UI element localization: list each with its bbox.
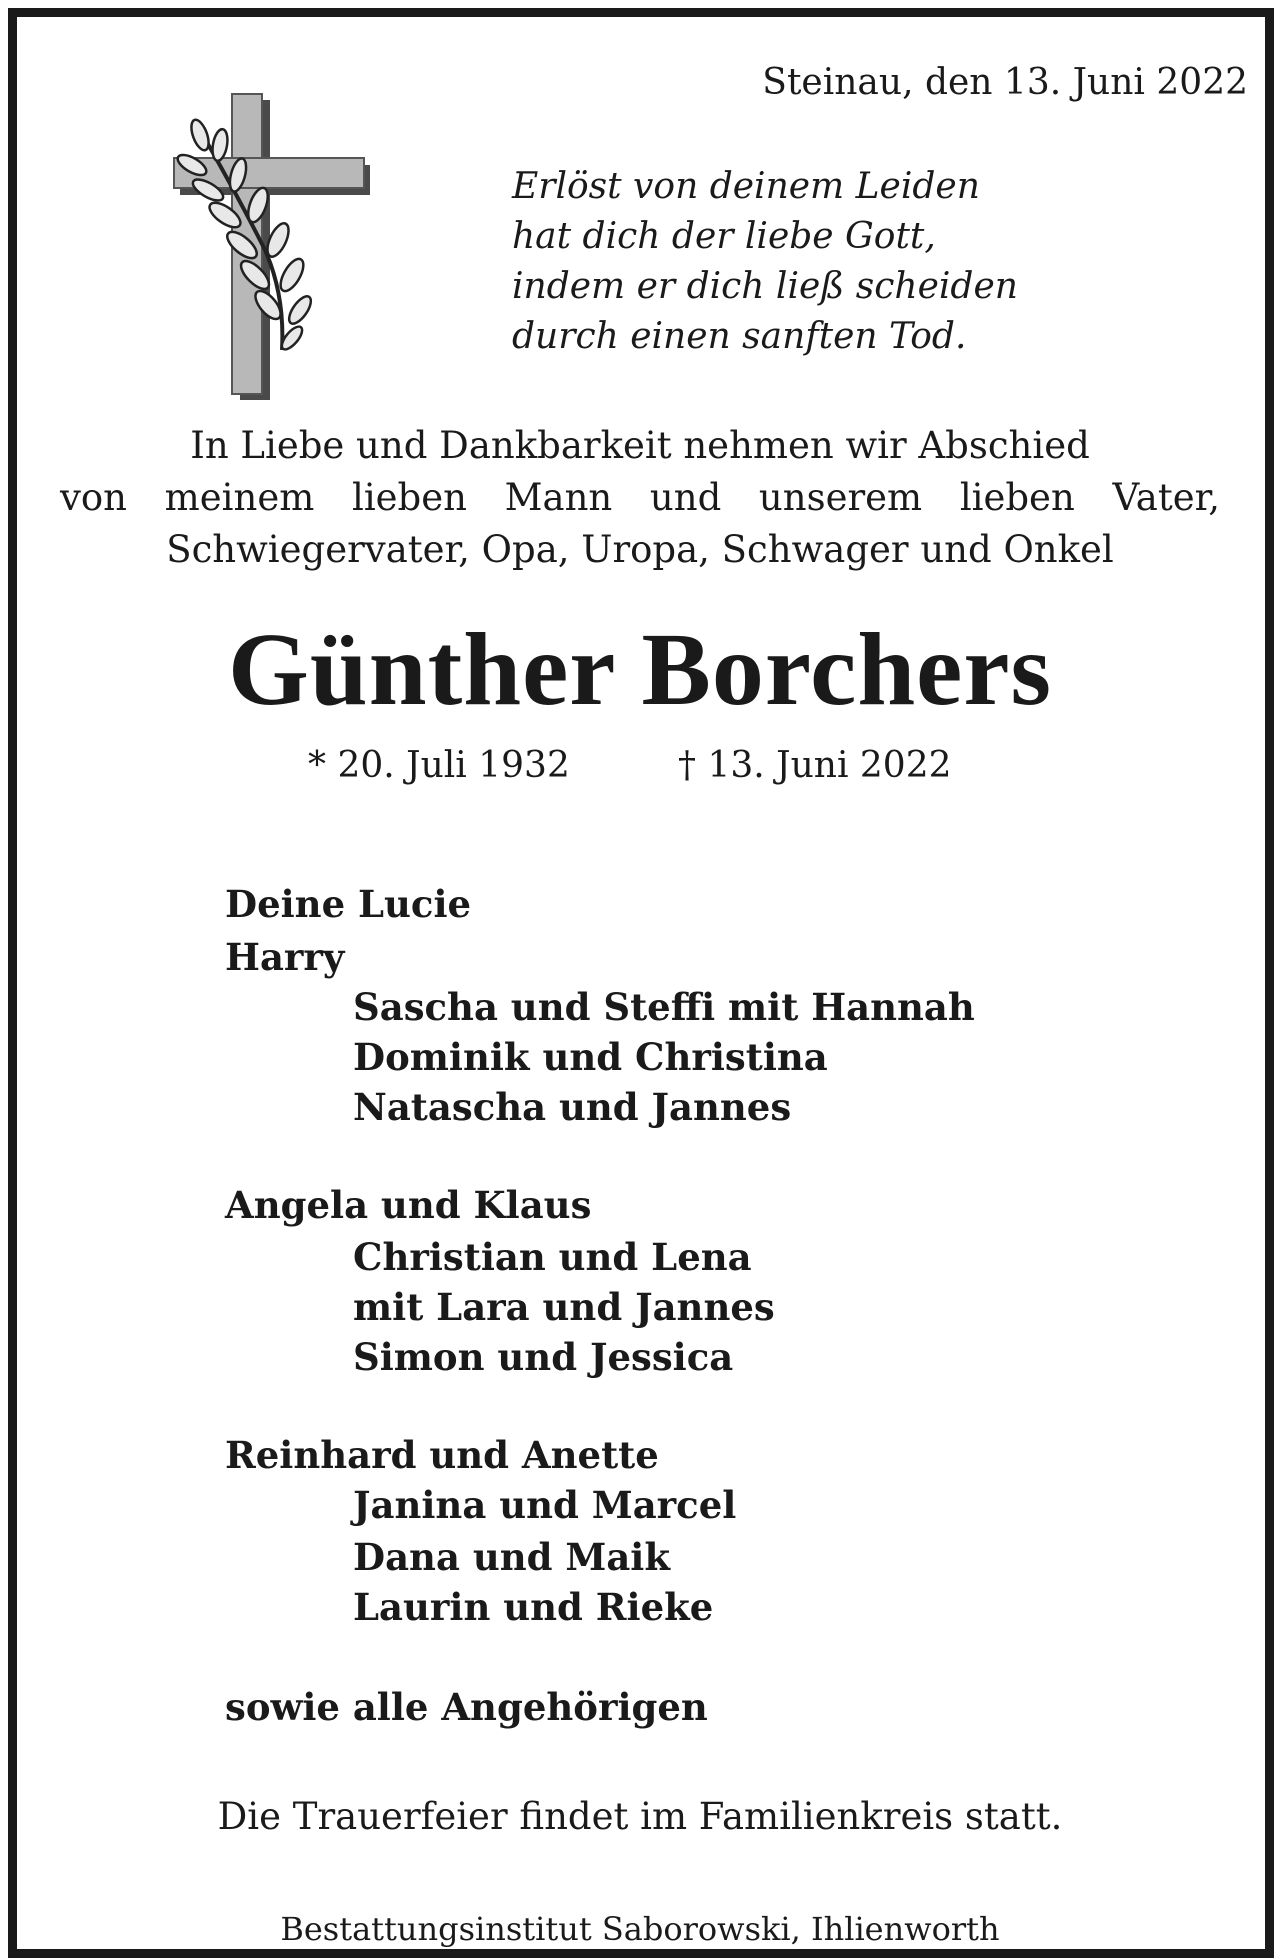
intro-line: In Liebe und Dankbarkeit nehmen wir Abschied bbox=[190, 424, 1090, 467]
mourner: Angela und Klaus bbox=[225, 1183, 592, 1227]
mourner: Christian und Lena bbox=[353, 1235, 752, 1279]
mourner: Janina und Marcel bbox=[353, 1483, 737, 1527]
mourner: Simon und Jessica bbox=[353, 1335, 734, 1379]
verse-line: hat dich der liebe Gott, bbox=[512, 216, 936, 257]
place-date: Steinau, den 13. Juni 2022 bbox=[762, 62, 1248, 103]
mourner: sowie alle Angehörigen bbox=[225, 1685, 708, 1729]
funeral-note: Die Trauerfeier findet im Familienkreis statt. bbox=[217, 1795, 1063, 1838]
mourner: Dana und Maik bbox=[353, 1535, 670, 1579]
mourner: Natascha und Jannes bbox=[353, 1085, 792, 1129]
mourner: Laurin und Rieke bbox=[353, 1585, 714, 1629]
mourner: Deine Lucie bbox=[225, 882, 472, 926]
mourner: Sascha und Steffi mit Hannah bbox=[353, 985, 975, 1029]
mourner: Harry bbox=[225, 935, 345, 979]
cross-with-palm-icon bbox=[170, 90, 380, 410]
verse-line: durch einen sanften Tod. bbox=[512, 316, 967, 357]
funeral-home: Bestattungsinstitut Saborowski, Ihlienworth bbox=[260, 1910, 1019, 1948]
death-date: † 13. Juni 2022 bbox=[678, 745, 952, 786]
verse-line: indem er dich ließ scheiden bbox=[512, 266, 1018, 307]
deceased-name: Günther Borchers bbox=[228, 612, 1052, 727]
intro-line: Schwiegervater, Opa, Uropa, Schwager und Onkel bbox=[166, 528, 1114, 571]
intro-line: von meinem lieben Mann und unserem lieben Vater, bbox=[60, 476, 1220, 519]
mourner: Reinhard und Anette bbox=[225, 1433, 659, 1477]
verse bbox=[512, 162, 1018, 362]
birth-date: * 20. Juli 1932 bbox=[308, 745, 570, 786]
mourner: Dominik und Christina bbox=[353, 1035, 828, 1079]
verse-line: Erlöst von deinem Leiden bbox=[512, 166, 980, 207]
footer bbox=[0, 1910, 1280, 1948]
mourner: mit Lara und Jannes bbox=[353, 1285, 775, 1329]
